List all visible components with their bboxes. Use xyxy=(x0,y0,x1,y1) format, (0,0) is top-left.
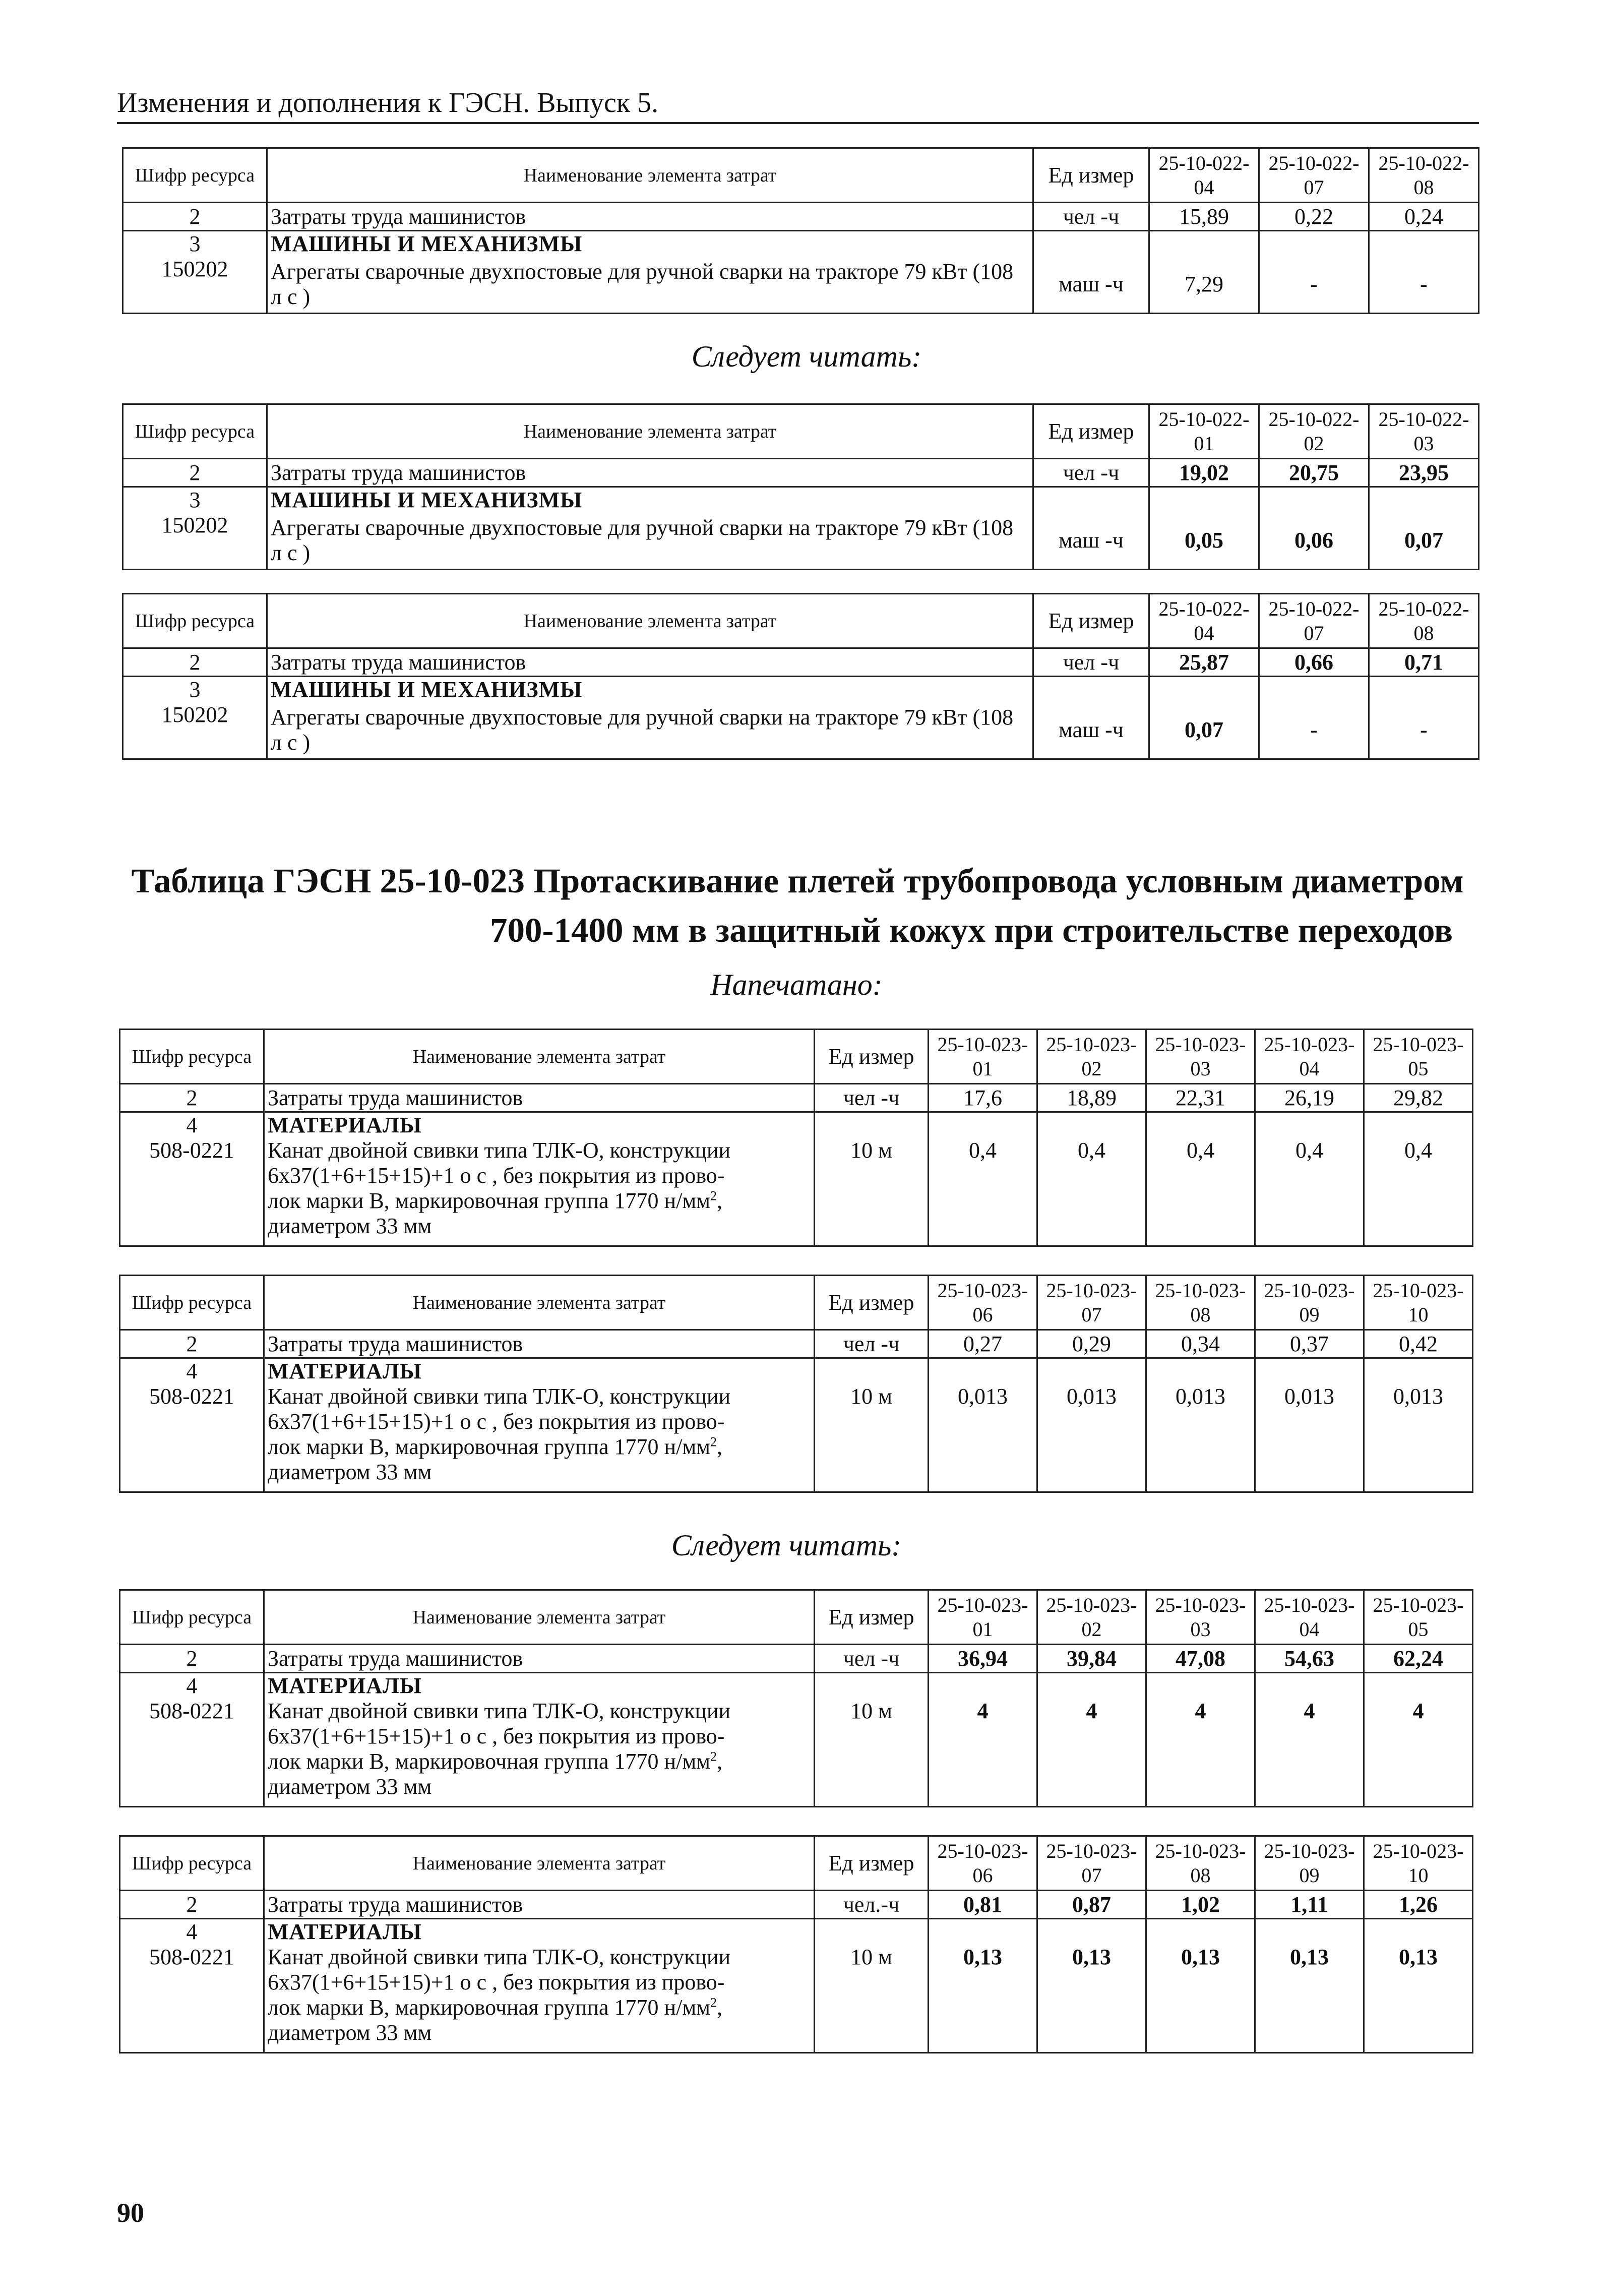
row-code: 2 xyxy=(123,459,267,487)
cost-table-4 xyxy=(119,1029,1473,1247)
name-line: лок марки В, маркировочная группа 1770 н/мм xyxy=(268,1434,711,1459)
row-value: 4 xyxy=(1364,1699,1473,1806)
row-value: - xyxy=(1259,702,1369,759)
header-column-code: 25-10-023-05 xyxy=(1364,1590,1473,1645)
section-code: 4 xyxy=(120,1919,264,1945)
header-unit: Ед измер xyxy=(1033,404,1149,459)
name-line: Канат двойной свивки типа ТЛК-О, конструкции xyxy=(268,1945,731,1969)
row-value: 0,013 xyxy=(1255,1384,1364,1492)
name-line: 6х37(1+6+15+15)+1 о с , без покрытия из прово- xyxy=(268,1163,725,1188)
header-name: Наименование элемента затрат xyxy=(267,594,1033,648)
name-line: Канат двойной свивки типа ТЛК-О, конструкции xyxy=(268,1699,731,1723)
name-line: лок марки В, маркировочная группа 1770 н/мм xyxy=(268,1188,711,1213)
header-code: Шифр ресурса xyxy=(123,594,267,648)
name-line: лок марки В, маркировочная группа 1770 н/мм xyxy=(268,1995,711,2020)
cost-table-2 xyxy=(122,403,1479,570)
row-name: Затраты труда машинистов xyxy=(264,1084,815,1112)
row-name: Агрегаты сварочные двухпостовые для ручной сварки на тракторе 79 кВт (108 л с ) xyxy=(267,513,1033,569)
row-value: - xyxy=(1259,257,1369,313)
table-title-line-2: 700-1400 мм в защитный кожух при строительстве переходов xyxy=(490,911,1453,949)
row-name xyxy=(264,1945,815,2052)
header-column-code: 25-10-023-07 xyxy=(1037,1276,1146,1330)
row-value: 39,84 xyxy=(1037,1645,1146,1673)
header-column-code: 25-10-022-08 xyxy=(1369,148,1479,203)
punctuation: , xyxy=(717,1434,723,1459)
header-unit: Ед измер xyxy=(815,1276,929,1330)
row-value: 4 xyxy=(929,1699,1037,1806)
header-code: Шифр ресурса xyxy=(120,1590,264,1645)
name-line: 6х37(1+6+15+15)+1 о с , без покрытия из прово- xyxy=(268,1970,725,1995)
row-unit: маш -ч xyxy=(1033,702,1149,759)
row-code: 508-0221 xyxy=(120,1384,264,1492)
caption-read-as: Следует читать: xyxy=(671,1529,902,1562)
row-value: 17,6 xyxy=(929,1084,1037,1112)
row-unit: чел -ч xyxy=(815,1645,929,1673)
punctuation: , xyxy=(717,1749,723,1774)
row-unit: маш -ч xyxy=(1033,513,1149,569)
header-column-code: 25-10-023-06 xyxy=(929,1276,1037,1330)
row-name xyxy=(264,1699,815,1806)
row-unit: 10 м xyxy=(815,1138,929,1246)
row-value: 0,13 xyxy=(1146,1945,1255,2052)
row-value: 0,4 xyxy=(1037,1138,1146,1246)
section-title: МАШИНЫ И МЕХАНИЗМЫ xyxy=(267,487,1033,513)
header-unit: Ед измер xyxy=(1033,594,1149,648)
row-value: 15,89 xyxy=(1149,203,1259,231)
row-value: 1,02 xyxy=(1146,1891,1255,1919)
row-unit: 10 м xyxy=(815,1945,929,2052)
cost-table-6 xyxy=(119,1589,1473,1807)
caption-read-as: Следует читать: xyxy=(691,340,922,373)
header-column-code: 25-10-023-04 xyxy=(1255,1030,1364,1084)
row-code: 150202 xyxy=(123,702,267,759)
row-value: - xyxy=(1369,702,1479,759)
row-value: 0,07 xyxy=(1149,702,1259,759)
row-unit: чел.-ч xyxy=(815,1891,929,1919)
header-code: Шифр ресурса xyxy=(120,1276,264,1330)
row-value: 0,4 xyxy=(1255,1138,1364,1246)
row-unit: чел -ч xyxy=(1033,459,1149,487)
header-column-code: 25-10-023-09 xyxy=(1255,1836,1364,1891)
row-code: 2 xyxy=(120,1330,264,1358)
row-name xyxy=(264,1384,815,1492)
name-line: Канат двойной свивки типа ТЛК-О, конструкции xyxy=(268,1138,731,1163)
header-column-code: 25-10-022-04 xyxy=(1149,594,1259,648)
row-code: 508-0221 xyxy=(120,1945,264,2052)
row-unit: маш -ч xyxy=(1033,257,1149,313)
caption-printed: Напечатано: xyxy=(710,968,883,1001)
header-column-code: 25-10-023-10 xyxy=(1364,1276,1473,1330)
row-name xyxy=(264,1138,815,1246)
superscript: 2 xyxy=(710,1188,717,1203)
row-value: 0,4 xyxy=(1364,1138,1473,1246)
row-value: 0,87 xyxy=(1037,1891,1146,1919)
header-code: Шифр ресурса xyxy=(123,404,267,459)
row-value: 25,87 xyxy=(1149,648,1259,677)
header-column-code: 25-10-022-01 xyxy=(1149,404,1259,459)
row-name: Затраты труда машинистов xyxy=(267,459,1033,487)
header-column-code: 25-10-022-07 xyxy=(1259,148,1369,203)
row-value: 0,05 xyxy=(1149,513,1259,569)
header-column-code: 25-10-023-06 xyxy=(929,1836,1037,1891)
cost-table-7 xyxy=(119,1835,1473,2053)
header-column-code: 25-10-022-02 xyxy=(1259,404,1369,459)
row-value: 0,013 xyxy=(1364,1384,1473,1492)
section-code: 4 xyxy=(120,1358,264,1384)
header-column-code: 25-10-023-03 xyxy=(1146,1590,1255,1645)
header-unit: Ед измер xyxy=(815,1590,929,1645)
section-title: МАТЕРИАЛЫ xyxy=(264,1358,815,1384)
row-unit: чел -ч xyxy=(1033,203,1149,231)
header-name: Наименование элемента затрат xyxy=(264,1276,815,1330)
row-code: 2 xyxy=(120,1084,264,1112)
cost-table-3 xyxy=(122,593,1479,760)
row-value: 4 xyxy=(1255,1699,1364,1806)
name-line: диаметром 33 мм xyxy=(268,1460,432,1484)
header-unit: Ед измер xyxy=(815,1836,929,1891)
row-value: 26,19 xyxy=(1255,1084,1364,1112)
name-line: 6х37(1+6+15+15)+1 о с , без покрытия из прово- xyxy=(268,1724,725,1748)
header-column-code: 25-10-023-10 xyxy=(1364,1836,1473,1891)
row-value: 20,75 xyxy=(1259,459,1369,487)
name-line: диаметром 33 мм xyxy=(268,1214,432,1238)
superscript: 2 xyxy=(710,1434,717,1449)
row-code: 2 xyxy=(120,1645,264,1673)
row-name: Затраты труда машинистов xyxy=(264,1330,815,1358)
row-unit: 10 м xyxy=(815,1384,929,1492)
header-column-code: 25-10-023-03 xyxy=(1146,1030,1255,1084)
superscript: 2 xyxy=(710,1995,717,2010)
row-name: Затраты труда машинистов xyxy=(267,203,1033,231)
row-value: 0,13 xyxy=(929,1945,1037,2052)
row-value: 36,94 xyxy=(929,1645,1037,1673)
header-column-code: 25-10-022-07 xyxy=(1259,594,1369,648)
row-value: 19,02 xyxy=(1149,459,1259,487)
row-value: 0,013 xyxy=(1037,1384,1146,1492)
row-value: 0,27 xyxy=(929,1330,1037,1358)
row-value: 4 xyxy=(1037,1699,1146,1806)
section-title: МАТЕРИАЛЫ xyxy=(264,1919,815,1945)
section-title: МАТЕРИАЛЫ xyxy=(264,1673,815,1699)
row-code: 2 xyxy=(123,648,267,677)
row-value: 0,4 xyxy=(1146,1138,1255,1246)
cost-table-1 xyxy=(122,147,1479,314)
row-value: 54,63 xyxy=(1255,1645,1364,1673)
superscript: 2 xyxy=(710,1749,717,1764)
name-line: Канат двойной свивки типа ТЛК-О, конструкции xyxy=(268,1384,731,1409)
header-column-code: 25-10-023-04 xyxy=(1255,1590,1364,1645)
row-value: 0,22 xyxy=(1259,203,1369,231)
header-column-code: 25-10-023-08 xyxy=(1146,1276,1255,1330)
header-column-code: 25-10-023-09 xyxy=(1255,1276,1364,1330)
row-value: 0,07 xyxy=(1369,513,1479,569)
row-value: 29,82 xyxy=(1364,1084,1473,1112)
header-column-code: 25-10-023-01 xyxy=(929,1030,1037,1084)
row-value: 0,37 xyxy=(1255,1330,1364,1358)
row-value: 0,29 xyxy=(1037,1330,1146,1358)
header-column-code: 25-10-022-03 xyxy=(1369,404,1479,459)
row-value: 62,24 xyxy=(1364,1645,1473,1673)
header-unit: Ед измер xyxy=(1033,148,1149,203)
row-code: 150202 xyxy=(123,513,267,569)
row-value: 23,95 xyxy=(1369,459,1479,487)
header-rule xyxy=(117,122,1479,124)
row-value: 0,81 xyxy=(929,1891,1037,1919)
section-code: 3 xyxy=(123,487,267,513)
section-title: МАШИНЫ И МЕХАНИЗМЫ xyxy=(267,231,1033,257)
section-title-block xyxy=(117,856,1478,955)
row-value: 0,13 xyxy=(1364,1945,1473,2052)
row-value: 4 xyxy=(1146,1699,1255,1806)
header-column-code: 25-10-022-08 xyxy=(1369,594,1479,648)
row-value: 0,13 xyxy=(1255,1945,1364,2052)
row-value: 0,24 xyxy=(1369,203,1479,231)
header-name: Наименование элемента затрат xyxy=(267,148,1033,203)
row-code: 508-0221 xyxy=(120,1699,264,1806)
header-column-code: 25-10-023-02 xyxy=(1037,1590,1146,1645)
header-column-code: 25-10-023-05 xyxy=(1364,1030,1473,1084)
section-code: 3 xyxy=(123,677,267,703)
row-value: 7,29 xyxy=(1149,257,1259,313)
row-value: 1,11 xyxy=(1255,1891,1364,1919)
punctuation: , xyxy=(717,1995,723,2020)
row-code: 2 xyxy=(123,203,267,231)
row-code: 150202 xyxy=(123,257,267,313)
name-line: 6х37(1+6+15+15)+1 о с , без покрытия из прово- xyxy=(268,1409,725,1434)
header-name: Наименование элемента затрат xyxy=(267,404,1033,459)
row-value: 0,4 xyxy=(929,1138,1037,1246)
page-number: 90 xyxy=(117,2198,144,2228)
row-value: 0,013 xyxy=(1146,1384,1255,1492)
row-value: - xyxy=(1369,257,1479,313)
row-name: Агрегаты сварочные двухпостовые для ручной сварки на тракторе 79 кВт (108 л с ) xyxy=(267,257,1033,313)
row-value: 47,08 xyxy=(1146,1645,1255,1673)
name-line: лок марки В, маркировочная группа 1770 н/мм xyxy=(268,1749,711,1774)
header-unit: Ед измер xyxy=(815,1030,929,1084)
header-code: Шифр ресурса xyxy=(120,1030,264,1084)
header-name: Наименование элемента затрат xyxy=(264,1590,815,1645)
row-code: 2 xyxy=(120,1891,264,1919)
row-value: 0,13 xyxy=(1037,1945,1146,2052)
header-column-code: 25-10-023-07 xyxy=(1037,1836,1146,1891)
row-value: 0,34 xyxy=(1146,1330,1255,1358)
name-line: диаметром 33 мм xyxy=(268,1774,432,1799)
row-value: 22,31 xyxy=(1146,1084,1255,1112)
section-title: МАШИНЫ И МЕХАНИЗМЫ xyxy=(267,677,1033,703)
row-name: Затраты труда машинистов xyxy=(264,1645,815,1673)
row-unit: чел -ч xyxy=(815,1330,929,1358)
row-unit: чел -ч xyxy=(1033,648,1149,677)
header-name: Наименование элемента затрат xyxy=(264,1030,815,1084)
header-code: Шифр ресурса xyxy=(123,148,267,203)
row-unit: 10 м xyxy=(815,1699,929,1806)
name-line: диаметром 33 мм xyxy=(268,2020,432,2045)
row-value: 1,26 xyxy=(1364,1891,1473,1919)
row-value: 0,42 xyxy=(1364,1330,1473,1358)
header-name: Наименование элемента затрат xyxy=(264,1836,815,1891)
header-column-code: 25-10-023-08 xyxy=(1146,1836,1255,1891)
row-name: Затраты труда машинистов xyxy=(264,1891,815,1919)
header-column-code: 25-10-022-04 xyxy=(1149,148,1259,203)
row-name: Агрегаты сварочные двухпостовые для ручной сварки на тракторе 79 кВт (108 л с ) xyxy=(267,702,1033,759)
header-code: Шифр ресурса xyxy=(120,1836,264,1891)
table-title-line-1: Таблица ГЭСН 25-10-023 Протаскивание плетей трубопровода условным диаметром xyxy=(131,862,1464,900)
section-title: МАТЕРИАЛЫ xyxy=(264,1112,815,1138)
row-name: Затраты труда машинистов xyxy=(267,648,1033,677)
section-code: 4 xyxy=(120,1673,264,1699)
row-value: 0,71 xyxy=(1369,648,1479,677)
row-code: 508-0221 xyxy=(120,1138,264,1246)
header-column-code: 25-10-023-02 xyxy=(1037,1030,1146,1084)
cost-table-5 xyxy=(119,1275,1473,1493)
row-value: 0,06 xyxy=(1259,513,1369,569)
punctuation: , xyxy=(717,1188,723,1213)
row-value: 18,89 xyxy=(1037,1084,1146,1112)
section-code: 3 xyxy=(123,231,267,257)
row-unit: чел -ч xyxy=(815,1084,929,1112)
row-value: 0,66 xyxy=(1259,648,1369,677)
row-value: 0,013 xyxy=(929,1384,1037,1492)
page-header: Изменения и дополнения к ГЭСН. Выпуск 5. xyxy=(117,87,659,118)
header-column-code: 25-10-023-01 xyxy=(929,1590,1037,1645)
section-code: 4 xyxy=(120,1112,264,1138)
